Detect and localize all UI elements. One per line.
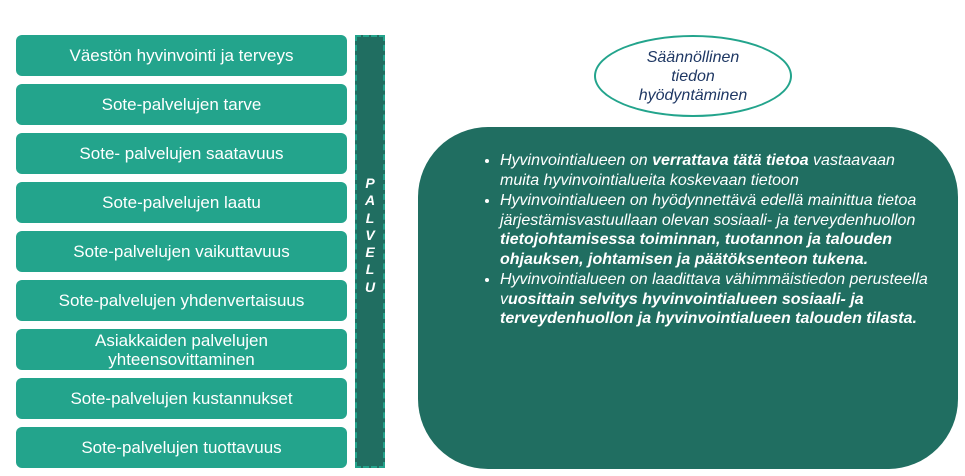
palvelu-letter: L <box>365 261 375 278</box>
left-box-vaeston-hyvinvointi: Väestön hyvinvointi ja terveys <box>16 35 347 76</box>
requirement-item <box>500 270 928 329</box>
requirement-text: Hyvinvointialueen on laadittava vähimmäistiedon perusteella v <box>500 271 928 308</box>
requirements-list <box>470 151 928 329</box>
left-box-kustannukset: Sote-palvelujen kustannukset <box>16 378 347 419</box>
palvelu-bar <box>355 35 385 468</box>
palvelu-letter: V <box>365 226 375 243</box>
palvelu-letter: A <box>364 192 376 209</box>
left-box-laatu: Sote-palvelujen laatu <box>16 182 347 223</box>
requirement-item <box>500 191 928 269</box>
left-box-tarve: Sote-palvelujen tarve <box>16 84 347 125</box>
requirement-text: Hyvinvointialueen on <box>500 152 653 169</box>
left-box-yhdenvertaisuus: Sote-palvelujen yhdenvertaisuus <box>16 280 347 321</box>
palvelu-letter: L <box>365 209 375 226</box>
requirement-emphasis: uosittain selvitys hyvinvointialueen sosiaali- ja terveydenhuollon ja hyvinvointialueen talouden tilasta. <box>500 290 917 327</box>
ellipse-text: Säännöllinen tiedon hyödyntäminen <box>638 48 748 104</box>
ellipse-saannollinen-tiedon-hyodyntaminen <box>594 35 792 117</box>
left-box-vaikuttavuus: Sote-palvelujen vaikuttavuus <box>16 231 347 272</box>
requirement-text: Hyvinvointialueen on hyödynnettävä edellä mainittua tietoa järjestämisvastuullaan olevan sosiaali- ja terveydenhuollon <box>500 192 917 229</box>
requirement-emphasis: verrattava tätä tietoa <box>652 152 809 169</box>
requirement-text: vastaavaan muita hyvinvointialueita koskevaan tietoon <box>500 152 895 189</box>
palvelu-letter: P <box>365 175 375 191</box>
left-box-saatavuus: Sote- palvelujen saatavuus <box>16 133 347 174</box>
requirement-item <box>500 151 928 190</box>
left-box-yhteensovittaminen: Asiakkaiden palvelujen yhteensovittaminen <box>16 329 347 370</box>
palvelu-label <box>357 175 383 296</box>
palvelu-letter: U <box>364 278 376 295</box>
requirement-emphasis: tietojohtamisessa toiminnan, tuotannon ja talouden ohjauksen, johtamisen ja päätöksenteon tukena. <box>500 231 893 268</box>
palvelu-letter: E <box>365 244 375 261</box>
left-box-tuottavuus: Sote-palvelujen tuottavuus <box>16 427 347 468</box>
requirements-box <box>418 127 958 469</box>
